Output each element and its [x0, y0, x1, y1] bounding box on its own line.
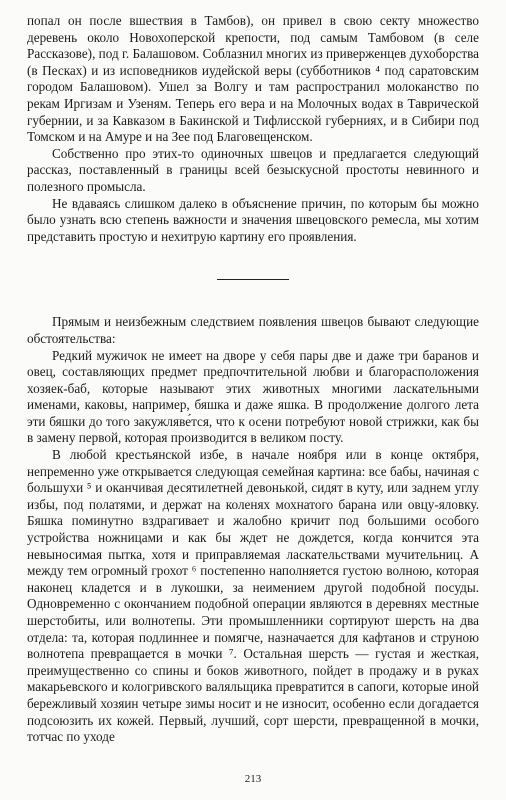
- paragraph-4: Прямым и неизбежным следствием появления швецов бывают следующие обстоятельства:: [27, 314, 479, 346]
- paragraph-3: Не вдаваясь слишком далеко в объяснение причин, по которым бы можно было узнать всю степень важности и значения швецовского ремесла, мы хотим представить простую и нехитрую картину его проявления.: [27, 195, 479, 244]
- paragraph-1: попал он после вшествия в Тамбов), он привел в свою секту множество деревень около Новохоперской крепости, под самым Тамбовом (в селе Рассказове), под г. Балашовом. Соблазнил многих из приверженцев духоборства (в Песках) и из исповедников иудейской веры (субботников ⁴ под саратовским городом Балашовом). Ушел за Волгу и там распространил молоканство по рекам Иргизам и Узеням. Теперь его вера и на Молочных водах в Таврической губернии, и за Кавказом в Бакинской и Тифлисской губерниях, и в Сибири под Томском и на Амуре и на Зее под Благовещенском.: [27, 13, 479, 145]
- section-separator: [217, 279, 289, 280]
- paragraph-6: В любой крестьянской избе, в начале ноября или в конце октября, непременно уже открывается следующая семейная картина: все бабы, начиная с большухи ⁵ и оканчивая десятилетней девонькой, сидят в куту, или заднем углу избы, под полатями, и держат на коленях мохнатого барана или овцу-яловку. Бяшка поминутно вздрагивает и жалобно кричит под большими особого устройства ножницами и как бы ждет не дождется, когда кончится эта невыносимая пытка, хотя и приправляемая ласкательствами мучительниц. А между тем огромный грохот ⁶ постепенно наполняется густою волною, которая наконец кладется и в лукошки, за неимением другой подобной посуды. Одновременно с окончанием подобной операции являются в деревнях местные шерстобиты, или волнотепы. Эти промышленники сортируют шерсть на два отдела: та, которая подлиннее и помягче, назначается для кафтанов и струною волнотепа превращается в мочки ⁷. Остальная шерсть — густая и жесткая, преимущественно со спины и боков животного, пойдет в продажу и в руках макарьевского и кологривского валяльщика превратится в сапоги, которые иной бережливый хозяин четыре зимы носит и не износит, особенно если догадается подсоюзить их кожей. Первый, лучший, сорт шерсти, превращенной в мочки, тотчас по уходе: [27, 447, 479, 745]
- page-text-block: [27, 13, 479, 746]
- paragraph-2: Собственно про этих-то одиночных швецов и предлагается следующий рассказ, поставленный в границы всей безыскусной простоты невинного и полезного промысла.: [27, 145, 479, 194]
- paragraph-5: Редкий мужичок не имеет на дворе у себя пары две и даже три баранов и овец, составляющих предмет предпочтительной любви и благорасположения хозяек-баб, которые называют этих животных многими ласкательными именами, каковы, например, бяшка и даже яшка. В продолжение долгого лета эти бяшки до того закужляве́тся, что к осени потребуют новой стрижки, как бы в замену первой, которая производится в великом посту.: [27, 347, 479, 446]
- page-number: 213: [244, 773, 262, 785]
